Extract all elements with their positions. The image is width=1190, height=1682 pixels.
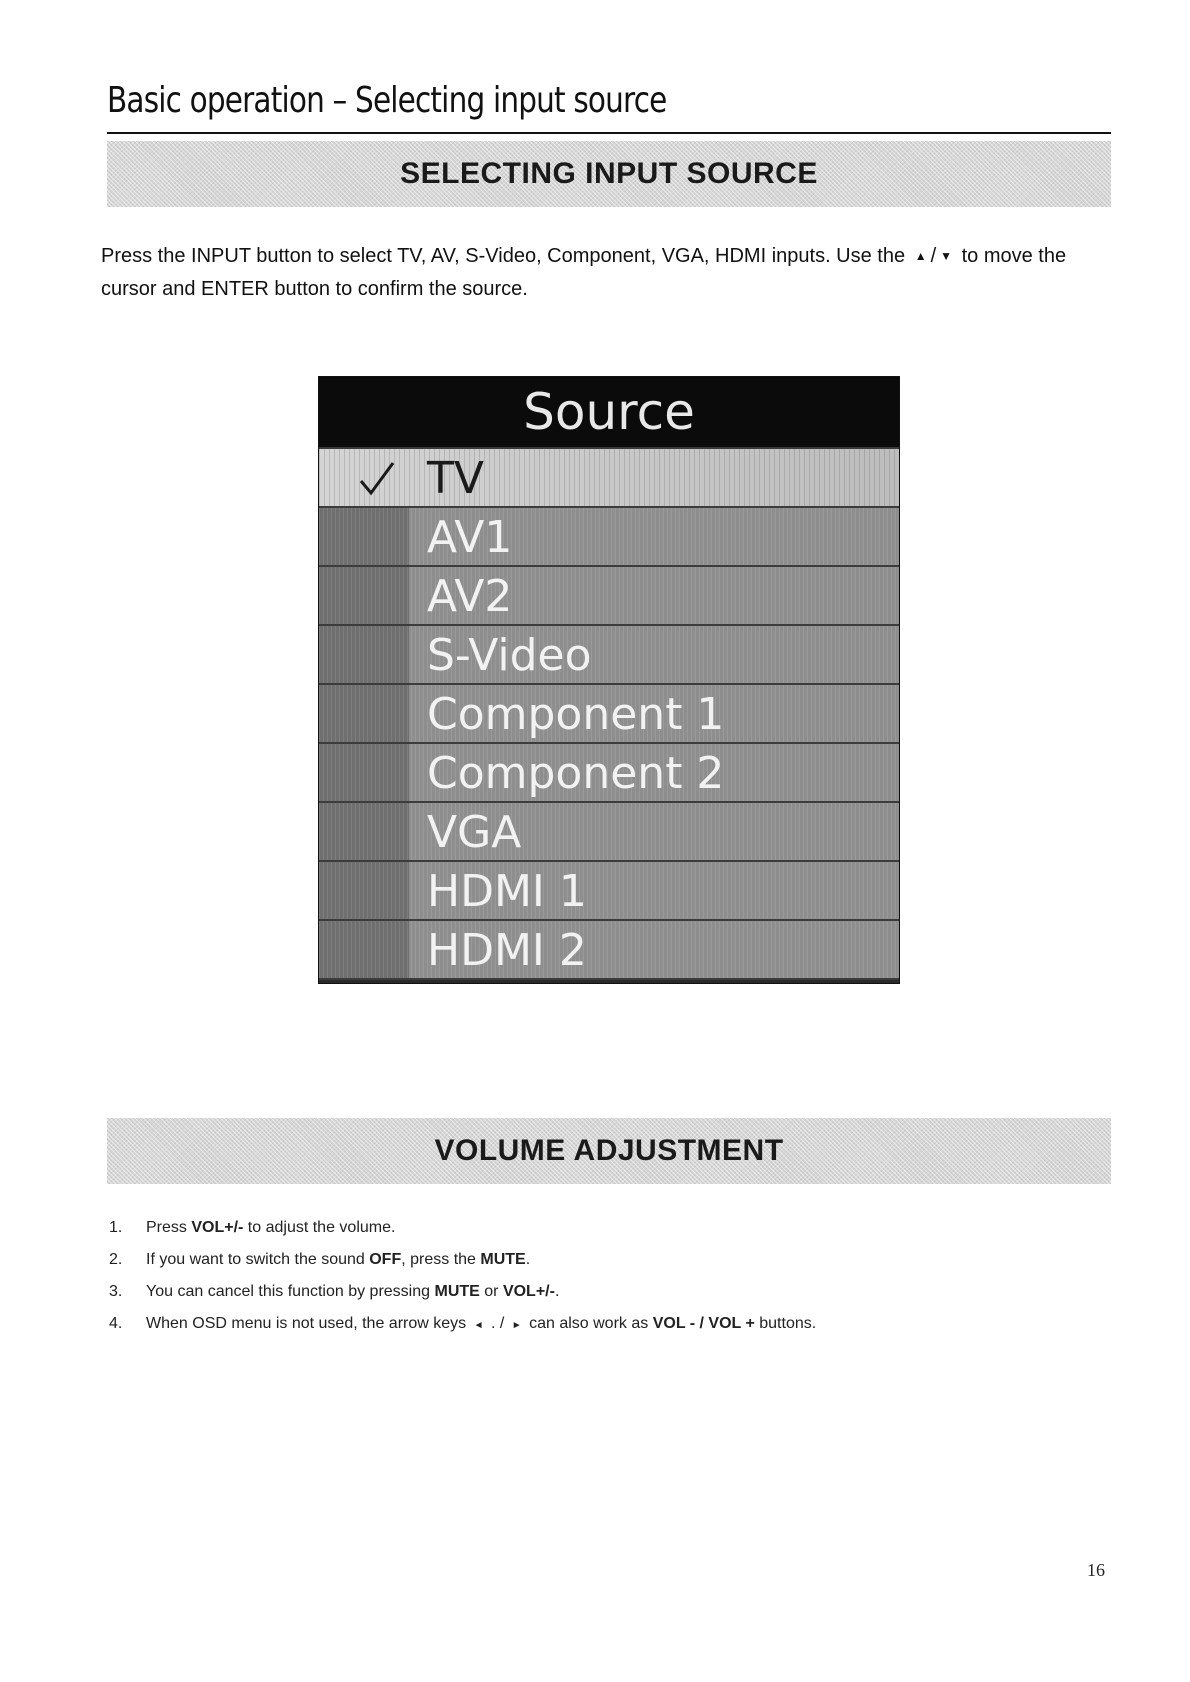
section-banner-volume [107, 1118, 1111, 1184]
section-heading: VOLUME ADJUSTMENT [434, 1134, 784, 1167]
check-icon [357, 459, 397, 499]
source-menu-item[interactable] [319, 744, 899, 803]
source-menu-item[interactable] [319, 508, 899, 567]
step-text: buttons. [754, 1315, 817, 1332]
source-menu-item-label: AV2 [427, 571, 513, 622]
section-banner-input-source [107, 141, 1111, 207]
source-menu-item-label: Component 1 [427, 689, 725, 740]
list-number: 1. [109, 1219, 123, 1236]
step-text: . / [486, 1315, 509, 1332]
source-menu-header [319, 377, 899, 449]
step-text: , press the [401, 1251, 481, 1268]
source-menu-item-label: TV [427, 453, 484, 504]
step-text: to adjust the volume. [243, 1219, 396, 1236]
list-number: 2. [109, 1251, 123, 1268]
step-bold: MUTE [480, 1251, 526, 1268]
title-divider [107, 132, 1111, 134]
step-bold: VOL - / VOL + [652, 1315, 755, 1332]
intro-text-continued: to move the cursor and ENTER button to confirm the source. [101, 245, 1067, 300]
source-menu-item[interactable] [319, 626, 899, 685]
step-bold: MUTE [434, 1283, 480, 1300]
source-menu-item-label: AV1 [427, 512, 513, 563]
step-text: . [525, 1251, 531, 1268]
list-item [107, 1276, 1107, 1308]
down-arrow-icon: ▼ [940, 249, 953, 263]
step-text: or [479, 1283, 503, 1300]
list-item [107, 1212, 1107, 1244]
intro-text: Press the INPUT button to select TV, AV, S-Video, Component, VGA, HDMI inputs. Use the [101, 245, 906, 267]
step-text: When OSD menu is not used, the arrow keys [146, 1315, 471, 1332]
source-menu-item[interactable] [319, 685, 899, 744]
list-number: 3. [109, 1283, 123, 1300]
source-menu-title: Source [523, 383, 695, 441]
step-bold: VOL+/- [191, 1219, 244, 1236]
source-menu-item-label: Component 2 [427, 748, 725, 799]
step-text: can also work as [524, 1315, 653, 1332]
source-menu-item[interactable] [319, 803, 899, 862]
list-item [107, 1308, 1107, 1340]
left-arrow-icon: ◄ [473, 1320, 484, 1331]
step-text: Press [146, 1219, 192, 1236]
page-title: Basic operation – Selecting input source [107, 80, 667, 121]
source-menu-item-label: HDMI 2 [427, 925, 587, 976]
step-text: You can cancel this function by pressing [146, 1283, 435, 1300]
volume-steps-list [107, 1212, 1107, 1340]
source-menu-list [319, 449, 899, 980]
step-text: . [554, 1283, 560, 1300]
source-menu [318, 376, 900, 984]
step-text: If you want to switch the sound [146, 1251, 370, 1268]
source-menu-item-label: HDMI 1 [427, 866, 587, 917]
list-number: 4. [109, 1315, 123, 1332]
source-menu-item-label: S-Video [427, 630, 592, 681]
intro-paragraph [101, 240, 1111, 306]
source-menu-item-label: VGA [427, 807, 522, 858]
step-bold: VOL+/- [502, 1283, 555, 1300]
page-number: 16 [1087, 1560, 1105, 1580]
source-menu-item[interactable] [319, 862, 899, 921]
section-heading: SELECTING INPUT SOURCE [400, 157, 818, 190]
up-arrow-icon: ▲ [914, 249, 927, 263]
arrow-separator: / [930, 245, 937, 267]
right-arrow-icon: ► [511, 1320, 522, 1331]
list-item [107, 1244, 1107, 1276]
source-menu-item[interactable] [319, 567, 899, 626]
source-menu-item[interactable] [319, 921, 899, 980]
step-bold: OFF [369, 1251, 402, 1268]
source-menu-item[interactable] [319, 449, 899, 508]
